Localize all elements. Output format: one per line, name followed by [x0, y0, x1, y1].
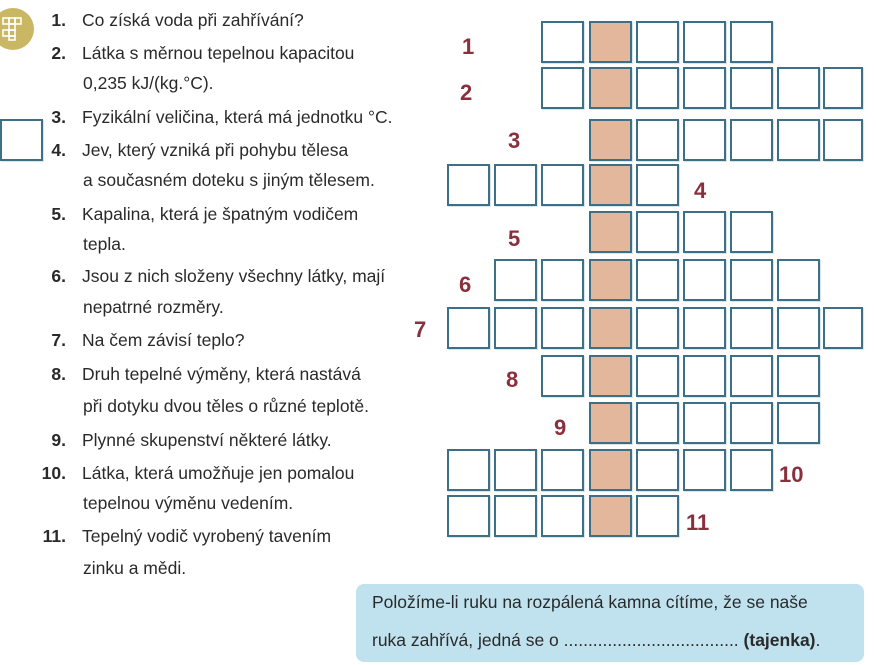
row-number: 2 — [460, 80, 473, 105]
grid-cell[interactable] — [777, 259, 820, 301]
grid-cell[interactable] — [541, 307, 584, 349]
hint-box — [356, 584, 864, 662]
grid-cell[interactable] — [447, 307, 490, 349]
clue-number: 9. — [51, 430, 66, 450]
row-number: 6 — [459, 272, 472, 297]
clue-text: Druh tepelné výměny, která nastává — [82, 364, 361, 384]
grid-cell[interactable] — [730, 355, 773, 397]
grid-cell[interactable] — [636, 402, 679, 444]
grid-cell[interactable] — [494, 307, 537, 349]
key-cell[interactable] — [589, 67, 632, 109]
grid-cell[interactable] — [541, 164, 584, 206]
row-number: 4 — [694, 178, 707, 203]
grid-cell[interactable] — [777, 402, 820, 444]
grid-cell[interactable] — [683, 449, 726, 491]
clue-text: Plynné skupenství některé látky. — [82, 430, 332, 450]
grid-cell[interactable] — [777, 119, 820, 161]
clue-number: 4. — [51, 140, 66, 160]
grid-cell[interactable] — [494, 495, 537, 537]
key-cell[interactable] — [589, 495, 632, 537]
clue-text: při dotyku dvou těles o různé teplotě. — [83, 396, 370, 416]
grid-cell[interactable] — [730, 402, 773, 444]
grid-cell[interactable] — [541, 495, 584, 537]
grid-cell[interactable] — [636, 449, 679, 491]
grid-cell[interactable] — [636, 259, 679, 301]
grid-cell[interactable] — [823, 119, 863, 161]
hint-line-2-end: . — [815, 630, 821, 650]
hint-line-2 — [372, 630, 820, 651]
grid-cell[interactable] — [447, 164, 490, 206]
grid-cell[interactable] — [494, 449, 537, 491]
hint-keyword: (tajenka) — [743, 630, 816, 650]
grid-cell[interactable] — [636, 67, 679, 109]
grid-cell[interactable] — [730, 259, 773, 301]
grid-cell[interactable] — [777, 307, 820, 349]
clue-text: Látka, která umožňuje jen pomalou — [82, 463, 355, 483]
clue-number: 6. — [51, 266, 66, 286]
grid-cell[interactable] — [447, 449, 490, 491]
clue-text: tepelnou výměnu vedením. — [83, 493, 294, 513]
clue-text: zinku a mědi. — [83, 558, 187, 578]
clue-text: Fyzikální veličina, která má jednotku °C. — [82, 107, 393, 127]
key-cell[interactable] — [589, 449, 632, 491]
row-number: 11 — [686, 510, 710, 535]
grid-cell[interactable] — [823, 307, 863, 349]
grid-cell[interactable] — [777, 67, 820, 109]
grid-cell[interactable] — [683, 67, 726, 109]
grid-cell[interactable] — [636, 211, 679, 253]
grid-cell[interactable] — [730, 211, 773, 253]
clue-text: 0,235 kJ/(kg.°C). — [83, 73, 214, 93]
clue-number: 10. — [41, 463, 66, 483]
clue-text: a současném doteku s jiným tělesem. — [83, 170, 375, 190]
key-cell[interactable] — [589, 164, 632, 206]
clue-number: 8. — [51, 364, 66, 384]
clue-text: Jev, který vzniká při pohybu tělesa — [82, 140, 349, 160]
grid-cell[interactable] — [636, 355, 679, 397]
grid-cell[interactable] — [636, 21, 679, 63]
key-cell[interactable] — [589, 259, 632, 301]
grid-cell[interactable] — [636, 307, 679, 349]
grid-cell[interactable] — [541, 67, 584, 109]
grid-cell[interactable] — [683, 211, 726, 253]
grid-cell[interactable] — [636, 164, 679, 206]
row-number: 8 — [506, 367, 519, 392]
clue-number: 3. — [51, 107, 66, 127]
grid-cell[interactable] — [636, 495, 679, 537]
key-cell[interactable] — [589, 307, 632, 349]
grid-cell[interactable] — [541, 21, 584, 63]
row-number: 7 — [414, 317, 427, 342]
grid-cell[interactable] — [494, 164, 537, 206]
key-cell[interactable] — [589, 355, 632, 397]
key-cell[interactable] — [589, 402, 632, 444]
grid-cell[interactable] — [683, 402, 726, 444]
clue-number: 7. — [51, 330, 66, 350]
clue-number: 1. — [51, 10, 66, 30]
clue-text: Tepelný vodič vyrobený tavením — [82, 526, 332, 546]
clue-number: 2. — [51, 43, 66, 63]
key-cell[interactable] — [589, 211, 632, 253]
hint-line-1: Položíme-li ruku na rozpálená kamna cítíme, že se naše — [372, 592, 808, 612]
key-cell[interactable] — [589, 119, 632, 161]
grid-cell[interactable] — [683, 21, 726, 63]
row-number: 1 — [462, 34, 475, 59]
grid-cell[interactable] — [730, 119, 773, 161]
clue-text: Co získá voda při zahřívání? — [82, 10, 304, 30]
grid-cell[interactable] — [0, 119, 43, 161]
row-number: 5 — [508, 226, 521, 251]
clue-text: Látka s měrnou tepelnou kapacitou — [82, 43, 355, 63]
grid-cell[interactable] — [494, 259, 537, 301]
grid-cell[interactable] — [777, 355, 820, 397]
row-number: 3 — [508, 128, 521, 153]
grid-cell[interactable] — [541, 355, 584, 397]
grid-cell[interactable] — [636, 119, 679, 161]
key-cell[interactable] — [589, 21, 632, 63]
clue-number: 11. — [42, 526, 66, 546]
grid-cell[interactable] — [730, 449, 773, 491]
clue-text: Jsou z nich složeny všechny látky, mají — [82, 266, 386, 286]
clue-text: Kapalina, která je špatným vodičem — [82, 204, 359, 224]
grid-cell[interactable] — [683, 355, 726, 397]
grid-cell[interactable] — [541, 449, 584, 491]
hint-line-2-text: ruka zahřívá, jedná se o .................................... — [372, 630, 739, 650]
grid-cell[interactable] — [683, 307, 726, 349]
grid-cell[interactable] — [730, 67, 773, 109]
grid-cell[interactable] — [730, 307, 773, 349]
grid-cell[interactable] — [730, 21, 773, 63]
row-number: 9 — [554, 415, 567, 440]
clue-number: 5. — [51, 204, 66, 224]
clue-text: nepatrné rozměry. — [83, 297, 224, 317]
grid-cell[interactable] — [683, 259, 726, 301]
clue-text: tepla. — [83, 234, 126, 254]
grid-cell[interactable] — [447, 495, 490, 537]
row-number: 10 — [779, 462, 804, 487]
grid-cell[interactable] — [823, 67, 863, 109]
grid-cell[interactable] — [541, 259, 584, 301]
clue-text: Na čem závisí teplo? — [82, 330, 245, 350]
grid-cell[interactable] — [683, 119, 726, 161]
